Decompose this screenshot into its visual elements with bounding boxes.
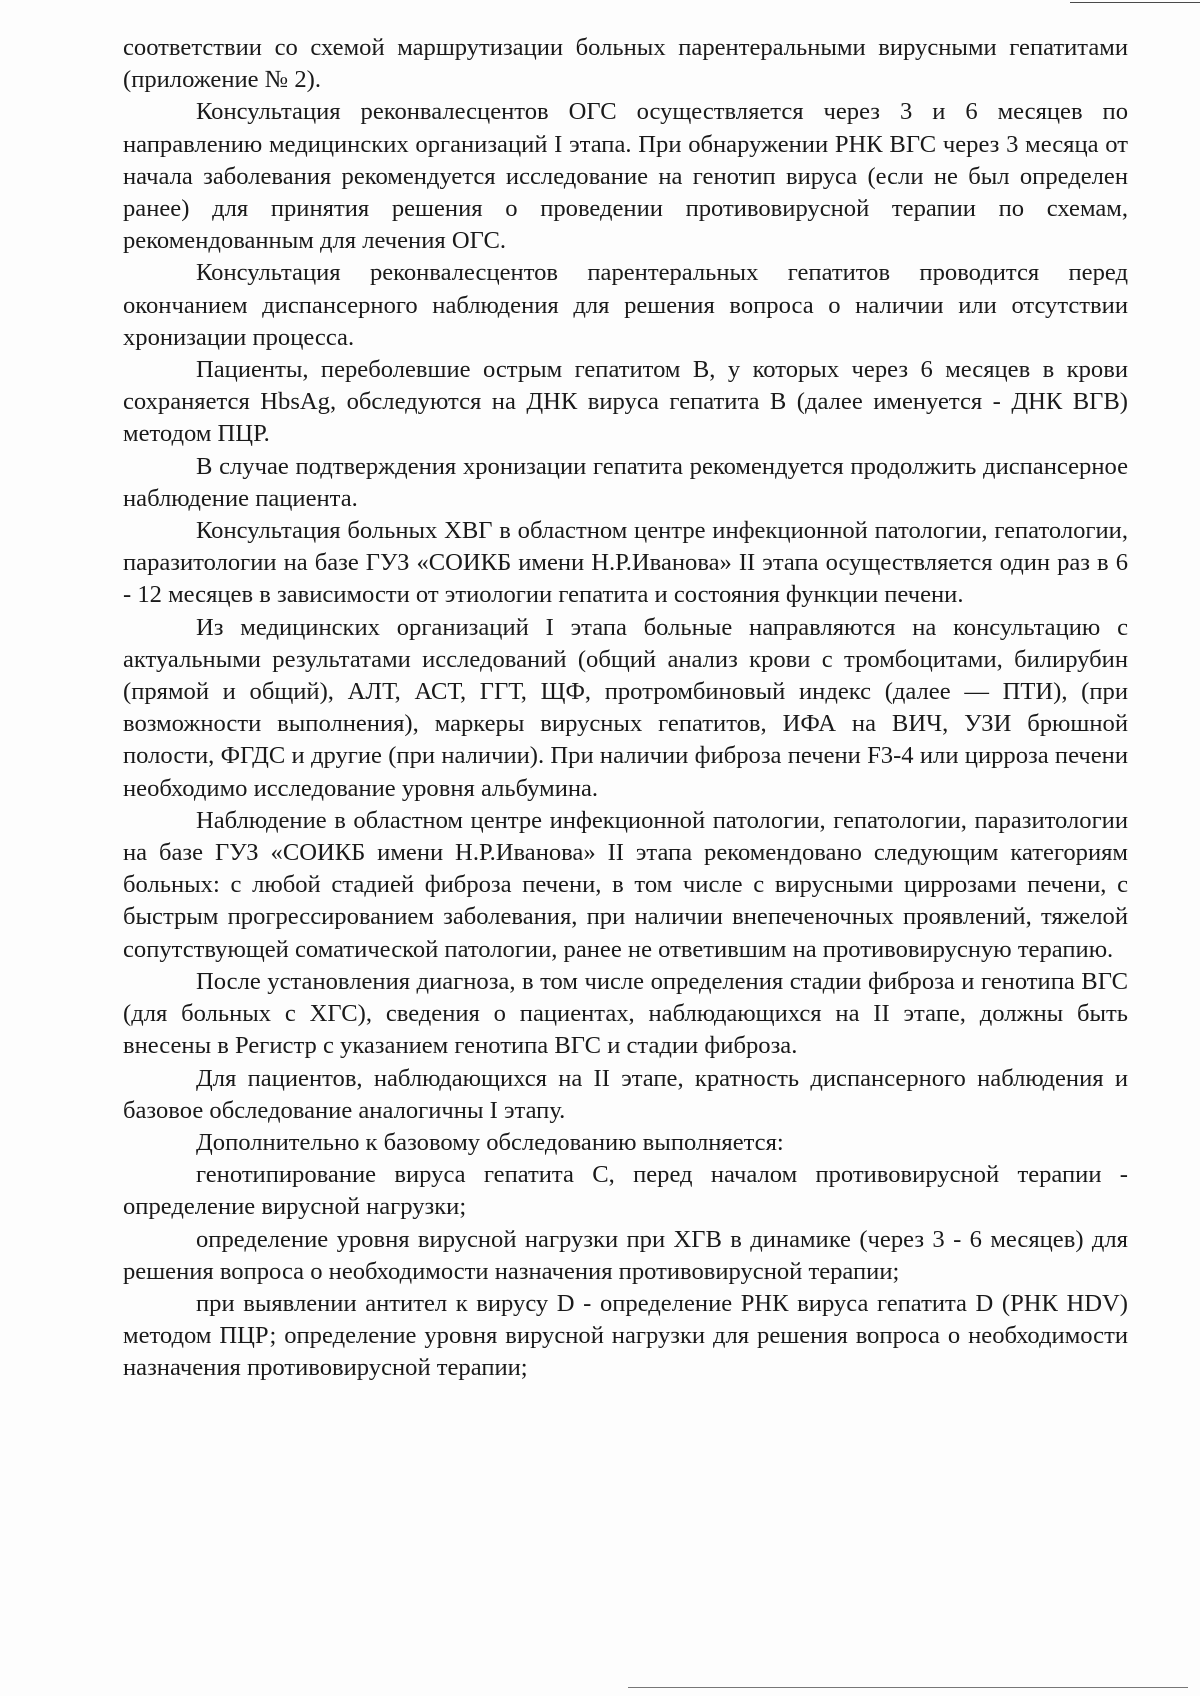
list-item-virus-d: при выявлении антител к вирусу D - определение РНК вируса гепатита D (РНК HDV) методом ПЦР; определение уровня вирусной нагрузки для решения вопроса о необходимости назначения противовирусной терапии;: [123, 1289, 1128, 1382]
paragraph-referral-tests: Из медицинских организаций I этапа больные направляются на консультацию с актуальными результатами исследований (общий анализ крови с тромбоцитами, билирубин (прямой и общий), АЛТ, АСТ, ГГТ, ЩФ, протромбиновый индекс (далее — ПТИ), (при возможности выполнения), маркеры вирусных гепатитов, ИФА на ВИЧ, УЗИ брюшной полости, ФГДС и другие (при наличии). При наличии фиброза печени F3-4 или цирроза печени необходимо исследование уровня альбумина.: [123, 613, 1128, 802]
list-item-viral-load-hgv: определение уровня вирусной нагрузки при ХГВ в динамике (через 3 - 6 месяцев) для решения вопроса о необходимости назначения противовирусной терапии;: [123, 1225, 1128, 1285]
list-item-genotyping: генотипирование вируса гепатита С, перед началом противовирусной терапии - определение вирусной нагрузки;: [123, 1161, 1128, 1221]
paragraph-chronization: В случае подтверждения хронизации гепатита рекомендуется продолжить диспансерное наблюдение пациента.: [123, 452, 1128, 512]
paragraph-additional-intro: Дополнительно к базовому обследованию выполняется:: [196, 1128, 784, 1156]
paragraph-hepatitis-b: Пациенты, переболевшие острым гепатитом В, у которых через 6 месяцев в крови сохраняется HbsAg, обследуются на ДНК вируса гепатита В (далее именуется - ДНК ВГВ) методом ПЦР.: [123, 356, 1128, 448]
scan-edge-line-bottom: [628, 1687, 1188, 1688]
paragraph-parenteral-consultation: Консультация реконвалесцентов парентеральных гепатитов проводится перед окончанием диспансерного наблюдения для решения вопроса о наличии или отсутствии хронизации процесса.: [123, 259, 1128, 351]
paragraph-observation-categories: Наблюдение в областном центре инфекционной патологии, гепатологии, паразитологии на базе ГУЗ «СОИКБ имени Н.Р.Иванова» II этапа рекомендовано следующим категориям больных: с любой стадией фиброза печени, в том числе с вирусными циррозами печени, с быстрым прогрессированием заболевания, при наличии внепеченочных проявлений, тяжелой сопутствующей соматической патологии, ранее не ответившим на противовирусную терапию.: [123, 806, 1128, 963]
scan-edge-line-top: [1070, 2, 1200, 3]
paragraph-registry: После установления диагноза, в том числе определения стадии фиброза и генотипа ВГС (для больных с ХГС), сведения о пациентах, наблюдающихся на II этапе, должны быть внесены в Регистр с указанием генотипа ВГС и стадии фиброза.: [123, 967, 1128, 1060]
paragraph-ogs-consultation: Консультация реконвалесцентов ОГС осуществляется через 3 и 6 месяцев по направлению медицинских организаций I этапа. При обнаружении РНК ВГС через 3 месяца от начала заболевания рекомендуется исследование на генотип вируса (если не был определен ранее) для принятия решения о проведении противовирусной терапии по схемам, рекомендованным для лечения ОГС.: [123, 98, 1128, 255]
paragraph-hvg-consultation: Консультация больных ХВГ в областном центре инфекционной патологии, гепатологии, паразитологии на базе ГУЗ «СОИКБ имени Н.Р.Иванова» II этапа осуществляется один раз в 6 - 12 месяцев в зависимости от этиологии гепатита и состояния функции печени.: [123, 517, 1128, 609]
paragraph-frequency: Для пациентов, наблюдающихся на II этапе, кратность диспансерного наблюдения и базовое обследование аналогичны I этапу.: [123, 1064, 1128, 1124]
document-body: [123, 32, 1128, 1385]
paragraph-continuation: соответствии со схемой маршрутизации больных парентеральными вирусными гепатитами (приложение № 2).: [123, 34, 1128, 94]
